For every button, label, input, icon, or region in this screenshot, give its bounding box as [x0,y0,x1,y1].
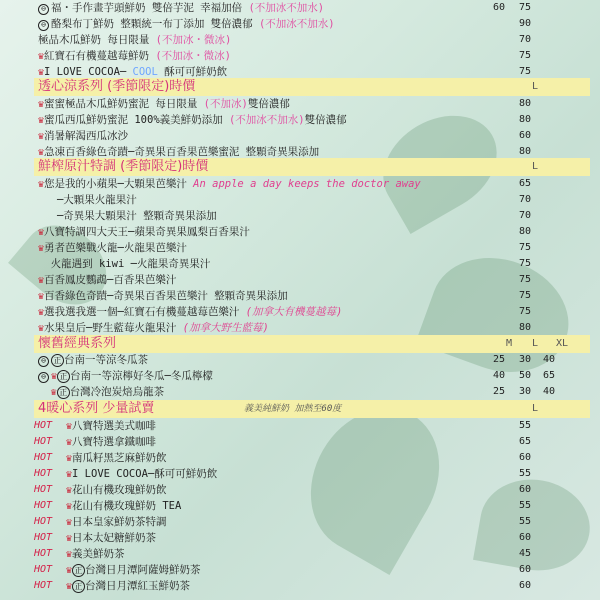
price-l: 75 [518,2,532,13]
item-name: 台灣日月潭阿薩姆鮮奶茶 [85,564,201,576]
minus-icon: ⊖ [38,4,49,15]
menu-item-text [38,0,324,16]
price-l: 60 [518,580,532,591]
item-name: I LOVE COCOA─酥可可鮮奶飲 [72,468,218,480]
item-name: 勇者芭樂戰火龍─火龍果芭樂汁 [44,242,187,254]
price-l: 80 [518,114,532,125]
item-name: 酪梨布丁鮮奶 整顆統一布丁添加 雙倍濃郁 [51,18,253,30]
item-name: I LOVE COCOA─ [44,66,127,78]
item-name: 日本太妃糖鮮奶茶 [72,532,157,544]
menu-item-row [26,128,578,144]
item-name: 義美鮮奶茶 [72,548,125,560]
menu-item-row [26,208,578,224]
menu-item-row [26,16,578,32]
section-4-header [34,335,590,353]
crown-icon: ♛ [66,469,73,480]
crown-icon: ♛ [38,131,45,142]
crown-icon: ♛ [38,243,45,254]
price-l: 60 [518,130,532,141]
item-name: 百香鳳皮鸚鵡─百香果芭樂汁 [44,274,177,286]
price-l: 70 [518,210,532,221]
section-4-title: 懷舊經典系列 [38,336,117,351]
price-l: 30 [518,354,532,365]
crown-icon: ♛ [38,275,45,286]
hot-label: HOT [34,420,53,431]
hot-label: HOT [34,436,53,447]
size-header-xl: XL [556,338,569,349]
menu-item-text [38,16,335,32]
price-l: 30 [518,386,532,397]
item-name: 福・手作畫芋頭鮮奶 雙倍芋泥 幸福加倍 [51,2,243,14]
hot-label: HOT [34,484,53,495]
section-5-header [34,400,590,418]
certified-mark: 正 [57,370,70,383]
menu-item-text [66,434,156,451]
crown-icon: ♛ [38,179,45,190]
menu-item-row [26,562,578,578]
menu-item-row [26,96,578,112]
item-name: 八寶特調四大天王─蘋果奇異果鳳梨百香果汁 [44,226,250,238]
menu-item-text [38,208,217,224]
price-l: 55 [518,516,532,527]
menu-item-text [66,546,125,563]
price-l: 80 [518,98,532,109]
menu-item-row [26,352,578,368]
menu-item-text [38,352,148,368]
indent-spacer [38,386,51,398]
crown-icon: ♛ [38,291,45,302]
menu-item-row [26,112,578,128]
menu-item-row [26,578,578,594]
hot-label: HOT [34,468,53,479]
item-name: ─大顆果火龍果汁 [50,194,137,206]
crown-icon: ♛ [38,67,45,78]
item-name-tail: 酥可可鮮奶飲 [157,66,228,78]
item-note: (不加冰) [197,98,248,110]
menu-item-text [38,128,128,145]
item-name: 南瓜籽黑芝麻鮮奶飲 [72,452,167,464]
price-m: 40 [492,370,506,381]
item-note: (不加冰・微冰) [149,34,232,46]
item-name: 蜜瓜西瓜鮮奶蜜泥 100%義美鮮奶添加 [44,114,223,126]
menu-item-row [26,466,578,482]
item-tail: 雙倍濃郁 [304,114,347,126]
menu-item-text [66,562,201,579]
menu-item-row [26,434,578,450]
price-l: 70 [518,34,532,45]
menu-item-row [26,192,578,208]
item-name: 消暑解渴西瓜冰沙 [44,130,129,142]
certified-mark: 正 [51,354,64,367]
crown-icon: ♛ [51,371,58,382]
price-l: 75 [518,66,532,77]
crown-icon: ♛ [38,147,45,158]
item-name: 百香綠色奇蹟─奇異果百香果芭樂汁 整顆奇異果添加 [44,290,288,302]
certified-mark: 正 [72,580,85,593]
price-l: 80 [518,146,532,157]
item-name: 您是我的小蘋果─大顆果芭樂汁 [44,178,187,190]
menu-item-text [66,466,217,483]
hot-label: HOT [34,452,53,463]
size-header-m: M [506,338,513,349]
hot-label: HOT [34,580,53,591]
indent-spacer [38,210,51,222]
item-note: (加拿大野生藍莓) [176,322,269,334]
item-note: (不加冰不加水) [242,2,325,14]
price-l: 75 [518,290,532,301]
price-l: 80 [518,226,532,237]
price-l: 60 [518,532,532,543]
menu-item-row [26,450,578,466]
item-name: 花山有機玫瑰鮮奶 TEA [72,500,182,512]
price-m: 25 [492,354,506,365]
section-3-title: 鮮榨原汁特調 (季節限定)時價 [38,159,209,174]
price-l: 55 [518,420,532,431]
price-l: 55 [518,468,532,479]
price-l: 75 [518,306,532,317]
item-name: 台南一等涼冬瓜茶 [64,354,148,366]
section-5-note: 義美純鮮奶 加熱至60度 [244,404,342,414]
crown-icon: ♛ [66,533,73,544]
menu-item-text [38,384,164,401]
section-5-title: 4暖心系列 少量試賣 [38,401,155,416]
hot-label: HOT [34,516,53,527]
item-note: (不加冰不加水) [222,114,305,126]
menu-item-row [26,240,578,256]
price-l: 65 [518,436,532,447]
item-name: 極品木瓜鮮奶 每日限量 [38,34,150,46]
menu-item-row [26,272,578,288]
menu-item-row [26,498,578,514]
price-l: 65 [518,178,532,189]
crown-icon: ♛ [66,485,73,496]
item-name: 選我選我選一個─紅寶石有機蔓越莓芭樂汁 [44,306,240,318]
item-name: 台灣日月潭紅玉鮮奶茶 [85,580,191,592]
menu-item-text [38,176,421,193]
menu-item-text [38,288,288,305]
minus-icon: ⊖ [38,356,49,367]
item-name: ─奇異果大顆果汁 整顆奇異果添加 [50,210,217,222]
price-l: 60 [518,484,532,495]
menu-item-text [38,240,187,257]
item-name: 火龍遇到 kiwi ─火龍果奇異果汁 [50,258,211,270]
price-l: 90 [518,18,532,29]
crown-icon: ♛ [38,115,45,126]
item-note: (加拿大有機蔓越莓) [239,306,343,318]
indent-spacer [38,194,51,206]
menu-item-text [66,514,167,531]
crown-icon: ♛ [66,565,73,576]
menu-item-row [26,288,578,304]
item-name: 八寶特選美式咖啡 [72,420,157,432]
item-note: (不加冰不加水) [252,18,335,30]
item-name: 八寶特選拿鐵咖啡 [72,436,157,448]
crown-icon: ♛ [38,99,45,110]
price-xl: 40 [542,386,556,397]
crown-icon: ♛ [66,437,73,448]
hot-label: HOT [34,548,53,559]
hot-label: HOT [34,532,53,543]
item-name: 蜜蜜極品木瓜鮮奶蜜泥 每日限量 [44,98,198,110]
menu-item-row [26,384,578,400]
menu-item-row [26,224,578,240]
item-name: 紅寶石有機蔓越莓鮮奶 [44,50,150,62]
item-name: 水果皇后─野生藍莓火龍果汁 [44,322,177,334]
price-l: 60 [518,564,532,575]
price-l: 45 [518,548,532,559]
menu-item-text [66,498,181,515]
indent-spacer [38,258,51,270]
menu-item-text [38,272,176,289]
menu-item-row [26,368,578,384]
menu-item-row [26,418,578,434]
menu-item-text [38,256,210,272]
item-note: An apple a day keeps the doctor away [186,178,421,190]
menu-item-text [38,48,231,65]
menu-item-row [26,546,578,562]
size-header-l: L [532,403,539,414]
certified-mark: 正 [72,564,85,577]
crown-icon: ♛ [38,307,45,318]
menu-item-text [38,96,290,113]
price-l: 75 [518,274,532,285]
price-l: 75 [518,258,532,269]
menu-item-text [38,224,250,241]
price-l: 75 [518,50,532,61]
menu-item-row [26,0,578,16]
price-m: 60 [492,2,506,13]
minus-icon: ⊖ [38,372,49,383]
section-2-title: 透心涼系列 (季節限定)時價 [38,79,196,94]
price-l: 55 [518,500,532,511]
minus-icon: ⊖ [38,20,49,31]
item-tail: 雙倍濃郁 [247,98,290,110]
section-2-header [34,78,590,96]
menu-item-text [38,304,342,321]
cool-label: COOL [126,66,158,78]
crown-icon: ♛ [38,323,45,334]
crown-icon: ♛ [66,453,73,464]
crown-icon: ♛ [66,501,73,512]
price-xl: 65 [542,370,556,381]
crown-icon: ♛ [66,517,73,528]
price-l: 80 [518,322,532,333]
price-m: 25 [492,386,506,397]
menu-item-text [66,418,156,435]
menu-item-text [38,32,231,48]
crown-icon: ♛ [38,51,45,62]
crown-icon: ♛ [66,421,73,432]
crown-icon: ♛ [66,549,73,560]
menu-item-row [26,514,578,530]
item-note: (不加冰・微冰) [149,50,231,62]
item-name: 台灣冷泡炭焙烏龍茶 [69,386,165,398]
item-name: 台南一等涼檸好冬瓜─冬瓜檸檬 [70,370,213,382]
menu-item-row [26,482,578,498]
price-l: 70 [518,194,532,205]
crown-icon: ♛ [66,581,73,592]
price-l: 50 [518,370,532,381]
menu-item-text [38,368,213,385]
item-name: 花山有機玫瑰鮮奶飲 [72,484,167,496]
size-header-l: L [532,161,539,172]
menu-item-row [26,304,578,320]
menu-item-row [26,176,578,192]
menu-item-row [26,48,578,64]
hot-label: HOT [34,564,53,575]
hot-label: HOT [34,500,53,511]
menu-item-row [26,320,578,336]
menu-item-text [38,192,137,208]
crown-icon: ♛ [38,227,45,238]
price-l: 60 [518,452,532,463]
menu-page [26,0,578,600]
menu-item-text [66,450,167,467]
size-header-l: L [532,338,539,349]
price-l: 75 [518,242,532,253]
section-3-header [34,158,590,176]
menu-item-text [38,112,347,129]
menu-item-row [26,32,578,48]
menu-item-text [66,482,167,499]
item-name: 急凍百香綠色奇蹟─奇異果百香果芭樂蜜泥 整顆奇異果添加 [44,146,320,158]
menu-item-row [26,256,578,272]
menu-item-text [66,530,156,547]
size-header-l: L [532,81,539,92]
menu-item-text [66,578,190,595]
item-name: 日本皇家鮮奶茶特調 [72,516,167,528]
crown-icon: ♛ [50,387,57,398]
certified-mark: 正 [57,386,70,399]
price-xl: 40 [542,354,556,365]
menu-item-row [26,530,578,546]
